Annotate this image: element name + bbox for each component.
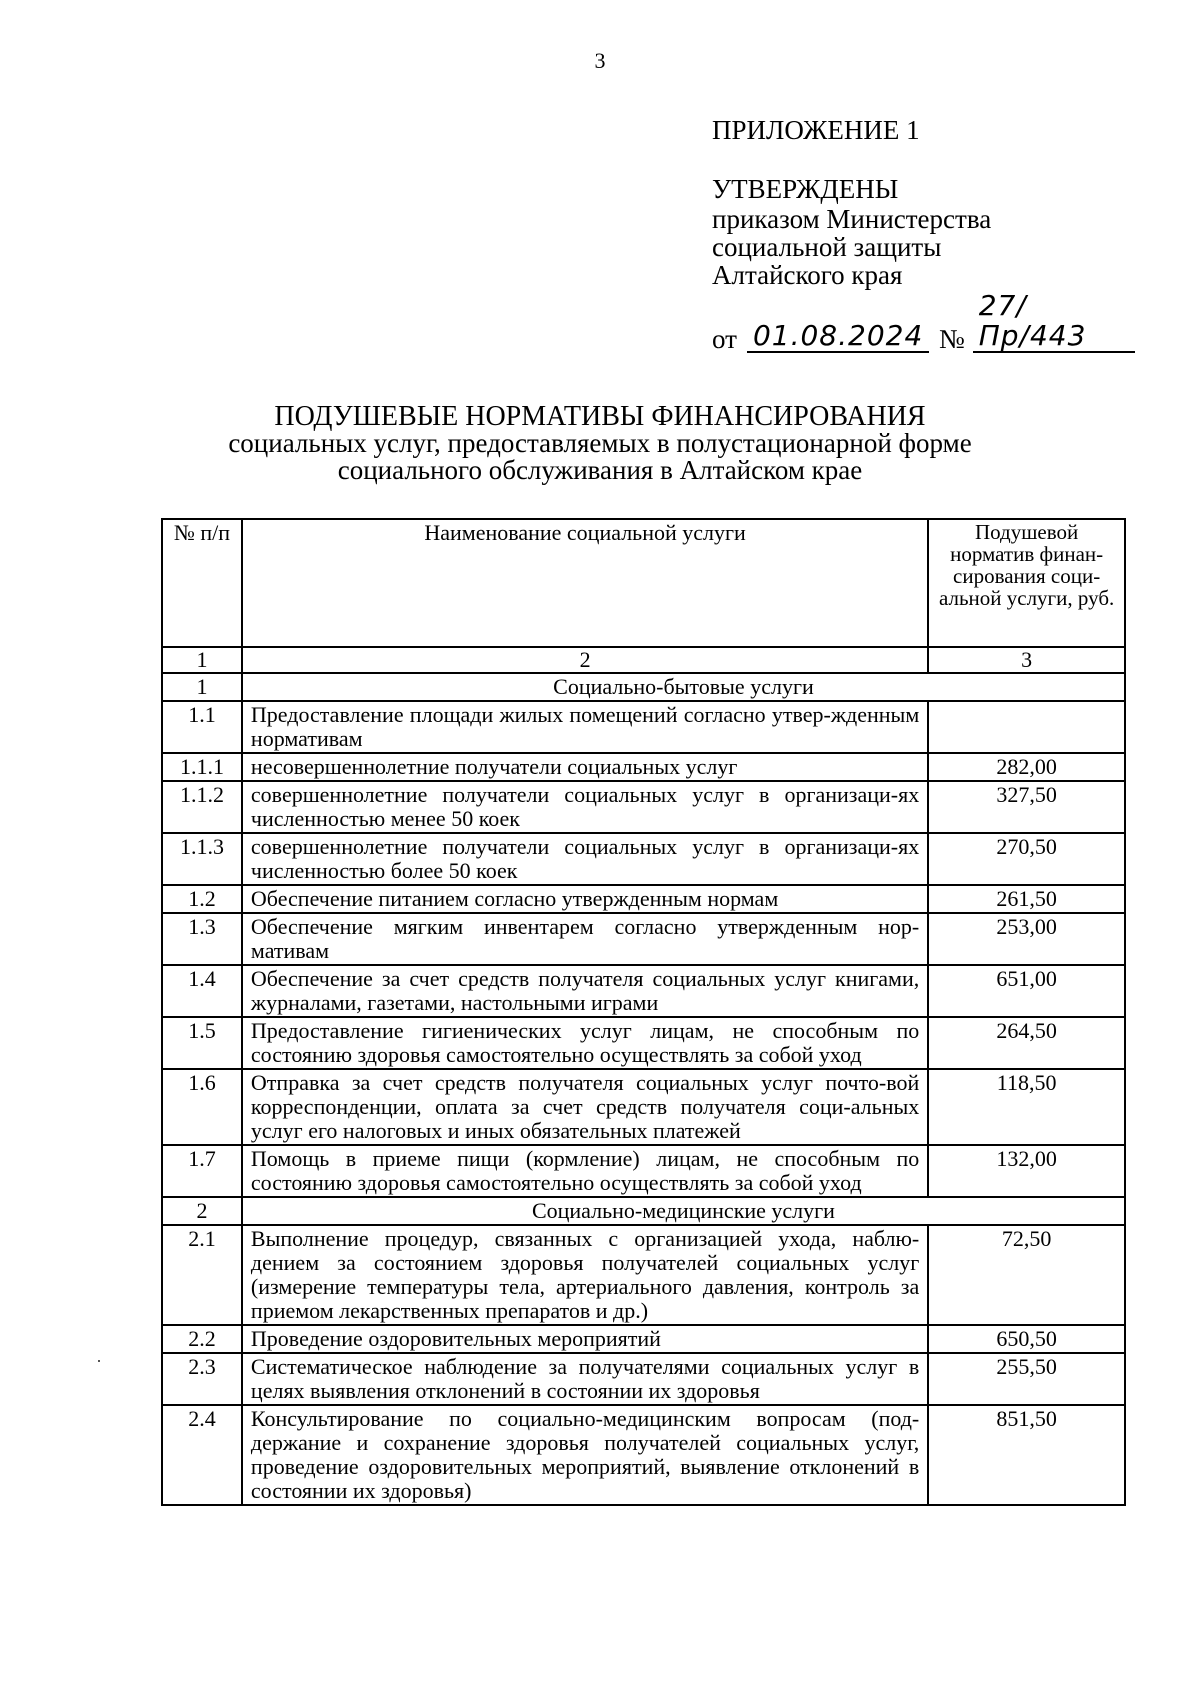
approval-line-1: приказом Министерства (712, 204, 992, 234)
service-name: совершеннолетние получатели социальных услуг в организаци-ях численностью менее 50 коек (242, 781, 928, 833)
row-num: 1.7 (162, 1145, 242, 1197)
service-name: Систематическое наблюдение за получателями социальных услуг в целях выявления отклонений в состоянии их здоровья (242, 1353, 928, 1405)
service-name: Проведение оздоровительных мероприятий (242, 1325, 928, 1353)
table-row (162, 781, 1125, 833)
column-index-1: 1 (162, 647, 242, 673)
section-title: Социально-медицинские услуги (242, 1197, 1125, 1225)
row-num: 1.2 (162, 885, 242, 913)
table-header-row (162, 519, 1125, 647)
table-row (162, 965, 1125, 1017)
row-num: 1.4 (162, 965, 242, 1017)
row-num: 1.1.2 (162, 781, 242, 833)
table-row (162, 753, 1125, 781)
table-row (162, 1325, 1125, 1353)
column-index-row (162, 647, 1125, 673)
service-name: Отправка за счет средств получателя социальных услуг почто-вой корреспонденции, оплата за счет средств получателя соци-альных услуг его налоговых и иных обязательных платежей (242, 1069, 928, 1145)
table-row (162, 913, 1125, 965)
table-row (162, 701, 1125, 753)
service-value: 261,50 (928, 885, 1125, 913)
service-name: Обеспечение мягким инвентарем согласно утвержденным нор-мативам (242, 913, 928, 965)
table-row (162, 1405, 1125, 1505)
services-table (161, 518, 1126, 1506)
service-name: Предоставление гигиенических услуг лицам, не способным по состоянию здоровья самостоятельно осуществлять за собой уход (242, 1017, 928, 1069)
service-value: 255,50 (928, 1353, 1125, 1405)
header-num: № п/п (162, 519, 242, 647)
number-label: № (938, 324, 965, 354)
page-number: 3 (594, 48, 606, 73)
handwritten-date: 01.08.2024 (747, 321, 929, 353)
approval-heading: УТВЕРЖДЕНЫ (712, 174, 899, 204)
service-value: 264,50 (928, 1017, 1125, 1069)
row-num: 2.1 (162, 1225, 242, 1325)
service-name: несовершеннолетние получатели социальных услуг (242, 753, 928, 781)
title-line-2: социальных услуг, предоставляемых в полустационарной форме (228, 428, 972, 458)
table-row (162, 1069, 1125, 1145)
appendix-label: ПРИЛОЖЕНИЕ 1 (712, 115, 920, 145)
table-row (162, 885, 1125, 913)
header-value: Подушевой норматив финан-сирования соци-альной услуги, руб. (928, 519, 1125, 647)
row-num: 1 (162, 673, 242, 701)
row-num: 1.6 (162, 1069, 242, 1145)
row-num: 1.1 (162, 701, 242, 753)
service-name: Обеспечение питанием согласно утвержденным нормам (242, 885, 928, 913)
table-row (162, 833, 1125, 885)
service-value: 651,00 (928, 965, 1125, 1017)
service-value: 118,50 (928, 1069, 1125, 1145)
header-name: Наименование социальной услуги (242, 519, 928, 647)
row-num: 2.3 (162, 1353, 242, 1405)
table-row (162, 1353, 1125, 1405)
title-line-1: ПОДУШЕВЫЕ НОРМАТИВЫ ФИНАНСИРОВАНИЯ (274, 401, 926, 432)
scan-speck (98, 1360, 100, 1362)
service-value: 72,50 (928, 1225, 1125, 1325)
approval-block (712, 175, 1135, 353)
column-index-2: 2 (242, 647, 928, 673)
row-num: 2.2 (162, 1325, 242, 1353)
approval-line-3: Алтайского края (712, 260, 903, 290)
service-name: совершеннолетние получатели социальных услуг в организаци-ях численностью более 50 коек (242, 833, 928, 885)
service-name: Консультирование по социально-медицинским вопросам (под-держание и сохранение здоровья получателей социальных услуг, проведение оздоровительных мероприятий, выявление отклонений в состоянии их здоровья) (242, 1405, 928, 1505)
service-name: Выполнение процедур, связанных с организацией ухода, наблю-дением за состоянием здоровья получателей социальных услуг (измерение температуры тела, артериального давления, контроль за приемом лекарственных препаратов и др.) (242, 1225, 928, 1325)
row-num: 1.3 (162, 913, 242, 965)
approval-line-2: социальной защиты (712, 232, 942, 262)
table-row (162, 1225, 1125, 1325)
section-row (162, 1197, 1125, 1225)
column-index-3: 3 (928, 647, 1125, 673)
service-value: 253,00 (928, 913, 1125, 965)
handwritten-number: 27/Пр/443 (973, 291, 1135, 353)
service-value: 282,00 (928, 753, 1125, 781)
service-name: Обеспечение за счет средств получателя социальных услуг книгами, журналами, газетами, настольными играми (242, 965, 928, 1017)
row-num: 1.1.1 (162, 753, 242, 781)
service-value: 851,50 (928, 1405, 1125, 1505)
service-value: 132,00 (928, 1145, 1125, 1197)
section-row (162, 673, 1125, 701)
service-value: 327,50 (928, 781, 1125, 833)
service-value (928, 701, 1125, 753)
row-num: 2.4 (162, 1405, 242, 1505)
row-num: 1.1.3 (162, 833, 242, 885)
service-name: Помощь в приеме пищи (кормление) лицам, не способным по состоянию здоровья самостоятельно осуществлять за собой уход (242, 1145, 928, 1197)
document-title (0, 403, 1200, 484)
row-num: 2 (162, 1197, 242, 1225)
section-title: Социально-бытовые услуги (242, 673, 1125, 701)
decree-line (712, 291, 1135, 353)
service-value: 650,50 (928, 1325, 1125, 1353)
title-line-3: социального обслуживания в Алтайском крае (337, 455, 863, 485)
table-row (162, 1017, 1125, 1069)
from-label: от (712, 324, 737, 354)
table-row (162, 1145, 1125, 1197)
service-name: Предоставление площади жилых помещений согласно утвер-жденным нормативам (242, 701, 928, 753)
service-value: 270,50 (928, 833, 1125, 885)
row-num: 1.5 (162, 1017, 242, 1069)
